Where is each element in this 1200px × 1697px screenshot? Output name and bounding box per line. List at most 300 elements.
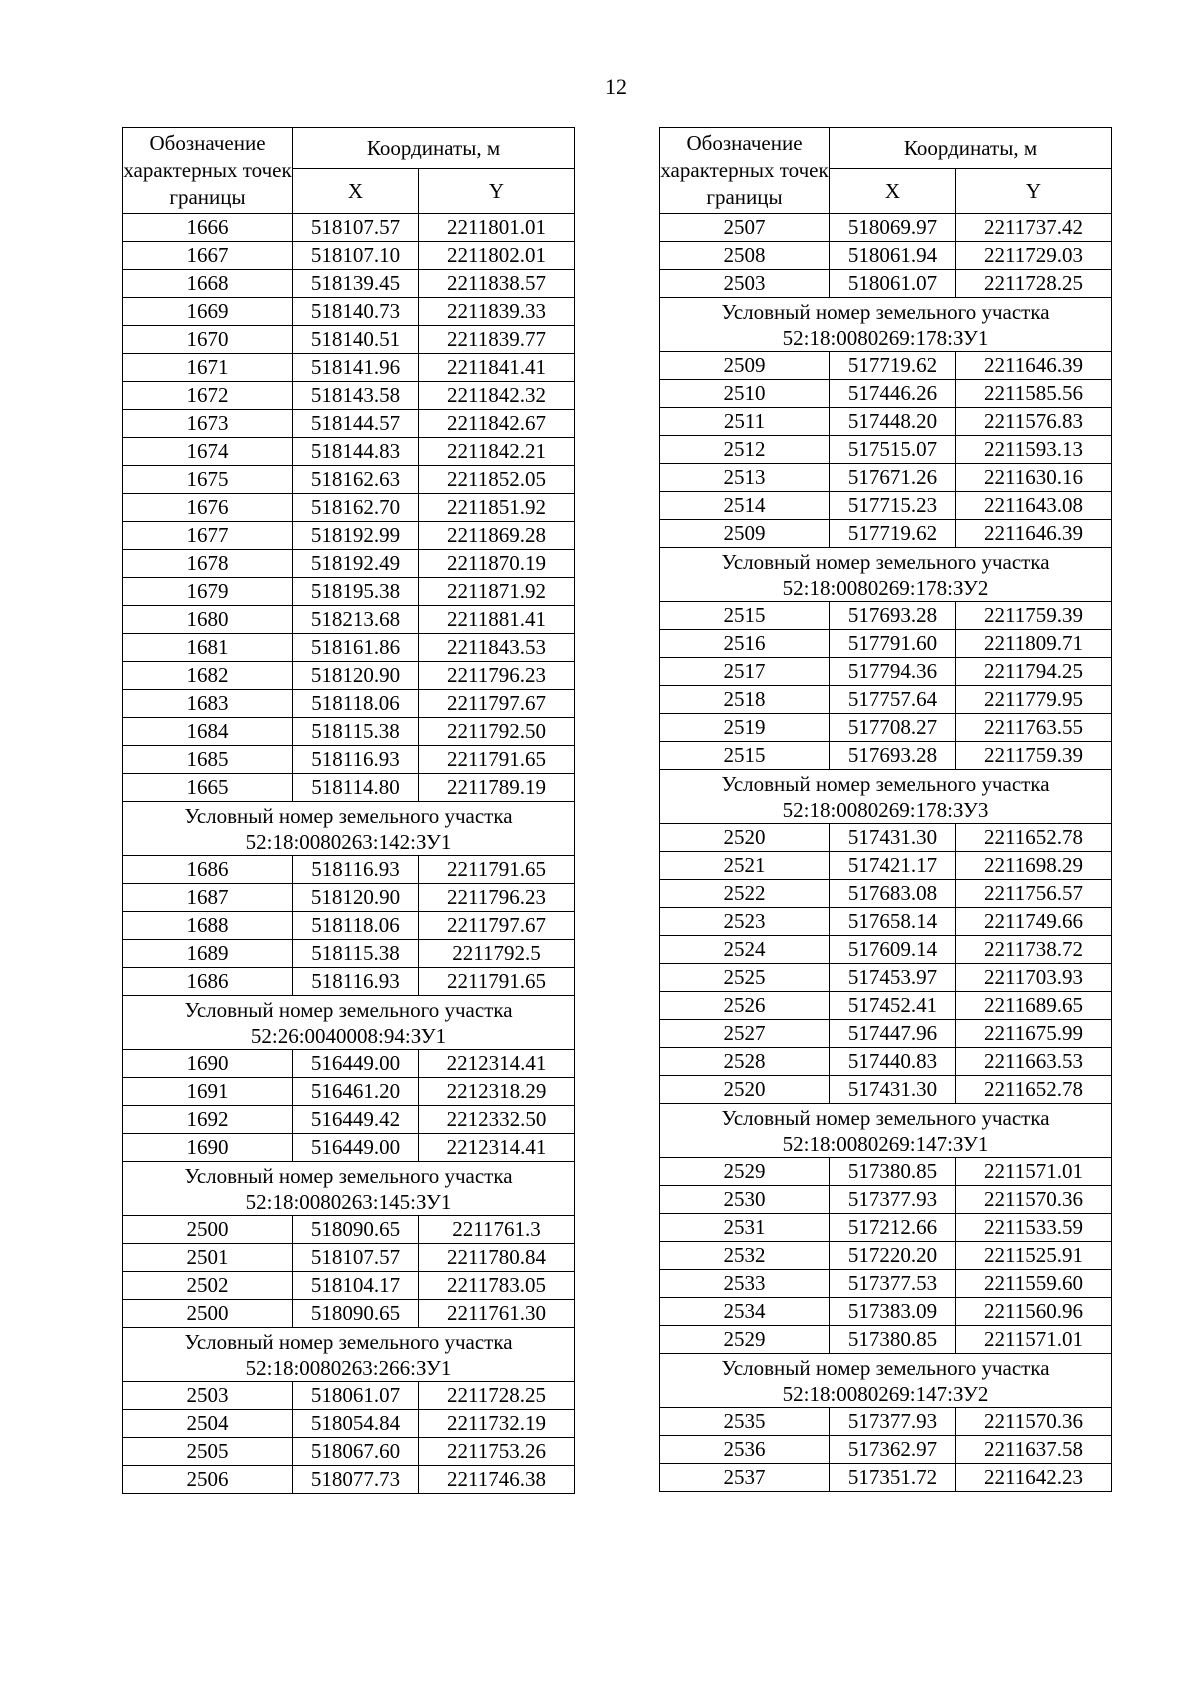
land-plot-number: 52:18:0080269:147:ЗУ1 <box>782 1131 989 1156</box>
land-plot-caption-title: Условный номер земельного участка <box>184 803 513 828</box>
table-row <box>660 992 1112 1020</box>
y-cell: 2211796.23 <box>419 662 575 690</box>
x-cell: 517351.72 <box>830 1464 956 1492</box>
table-row <box>660 1186 1112 1214</box>
table-row <box>123 270 575 298</box>
x-cell: 518067.60 <box>293 1438 419 1466</box>
x-cell: 517440.83 <box>830 1048 956 1076</box>
table-row <box>123 1078 575 1106</box>
y-cell: 2211842.21 <box>419 438 575 466</box>
point-cell: 2508 <box>660 242 830 270</box>
point-cell: 1676 <box>123 494 293 522</box>
land-plot-caption-title: Условный номер земельного участка <box>721 299 1050 324</box>
y-cell: 2211728.25 <box>419 1382 575 1410</box>
table-row <box>123 466 575 494</box>
x-cell: 518144.83 <box>293 438 419 466</box>
table-row <box>123 634 575 662</box>
point-cell: 1689 <box>123 940 293 968</box>
point-cell: 1687 <box>123 884 293 912</box>
x-cell: 517609.14 <box>830 936 956 964</box>
y-cell: 2211794.25 <box>956 658 1112 686</box>
y-cell: 2211802.01 <box>419 242 575 270</box>
x-cell: 517377.93 <box>830 1408 956 1436</box>
x-column-header: X <box>293 169 419 214</box>
y-cell: 2211732.19 <box>419 1410 575 1438</box>
table-row <box>660 964 1112 992</box>
y-cell: 2211703.93 <box>956 964 1112 992</box>
land-plot-caption-title: Условный номер земельного участка <box>721 1355 1050 1380</box>
land-plot-caption <box>660 298 1112 352</box>
x-cell: 517431.30 <box>830 1076 956 1104</box>
x-cell: 518143.58 <box>293 382 419 410</box>
y-cell: 2211801.01 <box>419 214 575 242</box>
land-plot-caption <box>123 1162 575 1216</box>
table-row <box>660 464 1112 492</box>
y-cell: 2211525.91 <box>956 1242 1112 1270</box>
land-plot-caption <box>660 770 1112 824</box>
table-row <box>660 1436 1112 1464</box>
y-cell: 2211576.83 <box>956 408 1112 436</box>
land-plot-number: 52:18:0080269:147:ЗУ2 <box>782 1381 989 1406</box>
x-cell: 518141.96 <box>293 354 419 382</box>
page-number: 12 <box>605 74 627 99</box>
y-cell: 2211791.65 <box>419 968 575 996</box>
x-cell: 518213.68 <box>293 606 419 634</box>
y-cell: 2211698.29 <box>956 852 1112 880</box>
table-row <box>660 352 1112 380</box>
table-row <box>660 1214 1112 1242</box>
table-row <box>660 1020 1112 1048</box>
point-cell: 2512 <box>660 436 830 464</box>
point-cell: 1677 <box>123 522 293 550</box>
y-cell: 2211652.78 <box>956 824 1112 852</box>
x-cell: 517380.85 <box>830 1326 956 1354</box>
table-row <box>123 856 575 884</box>
y-cell: 2211737.42 <box>956 214 1112 242</box>
table-row <box>123 326 575 354</box>
point-cell: 2519 <box>660 714 830 742</box>
table-row <box>660 630 1112 658</box>
point-cell: 2532 <box>660 1242 830 1270</box>
table-row <box>660 242 1112 270</box>
table-row <box>660 1158 1112 1186</box>
table-row <box>660 1464 1112 1492</box>
table-row <box>123 884 575 912</box>
x-cell: 517794.36 <box>830 658 956 686</box>
x-cell: 517693.28 <box>830 602 956 630</box>
table-row <box>123 940 575 968</box>
x-cell: 518054.84 <box>293 1410 419 1438</box>
y-cell: 2211533.59 <box>956 1214 1112 1242</box>
section-row <box>123 1328 575 1382</box>
x-cell: 518061.94 <box>830 242 956 270</box>
table-row <box>123 912 575 940</box>
y-cell: 2211759.39 <box>956 602 1112 630</box>
x-cell: 518107.57 <box>293 1244 419 1272</box>
table-row <box>123 1438 575 1466</box>
x-cell: 518140.73 <box>293 298 419 326</box>
x-cell: 518116.93 <box>293 968 419 996</box>
point-cell: 1674 <box>123 438 293 466</box>
x-cell: 517452.41 <box>830 992 956 1020</box>
x-cell: 517212.66 <box>830 1214 956 1242</box>
y-cell: 2211763.55 <box>956 714 1112 742</box>
x-cell: 518116.93 <box>293 856 419 884</box>
y-cell: 2211652.78 <box>956 1076 1112 1104</box>
point-cell: 2533 <box>660 1270 830 1298</box>
table-row <box>660 908 1112 936</box>
table-row <box>660 408 1112 436</box>
point-cell: 2504 <box>123 1410 293 1438</box>
table-row <box>123 578 575 606</box>
table-row <box>123 410 575 438</box>
y-cell: 2211663.53 <box>956 1048 1112 1076</box>
y-cell: 2211791.65 <box>419 746 575 774</box>
y-cell: 2211570.36 <box>956 1408 1112 1436</box>
x-cell: 517515.07 <box>830 436 956 464</box>
x-cell: 517791.60 <box>830 630 956 658</box>
land-plot-caption-title: Условный номер земельного участка <box>184 1163 513 1188</box>
point-cell: 1684 <box>123 718 293 746</box>
y-cell: 2211585.56 <box>956 380 1112 408</box>
table-row <box>123 382 575 410</box>
table-row <box>660 880 1112 908</box>
x-cell: 518161.86 <box>293 634 419 662</box>
point-cell: 1690 <box>123 1134 293 1162</box>
coordinates-table-right <box>659 127 1112 1492</box>
y-cell: 2211881.41 <box>419 606 575 634</box>
point-cell: 2529 <box>660 1326 830 1354</box>
x-cell: 518104.17 <box>293 1272 419 1300</box>
x-cell: 517447.96 <box>830 1020 956 1048</box>
land-plot-caption-title: Условный номер земельного участка <box>184 1329 513 1354</box>
point-cell: 1666 <box>123 214 293 242</box>
y-cell: 2211842.67 <box>419 410 575 438</box>
table-row <box>660 852 1112 880</box>
x-cell: 518195.38 <box>293 578 419 606</box>
point-cell: 1665 <box>123 774 293 802</box>
x-cell: 517220.20 <box>830 1242 956 1270</box>
point-cell: 1692 <box>123 1106 293 1134</box>
y-cell: 2211838.57 <box>419 270 575 298</box>
table-row <box>123 1244 575 1272</box>
coordinates-table-left <box>122 127 575 1494</box>
land-plot-number: 52:18:0080263:145:ЗУ1 <box>245 1189 452 1214</box>
table-row <box>123 968 575 996</box>
y-cell: 2211759.39 <box>956 742 1112 770</box>
y-cell: 2211593.13 <box>956 436 1112 464</box>
y-cell: 2211796.23 <box>419 884 575 912</box>
y-cell: 2211749.66 <box>956 908 1112 936</box>
table-row <box>123 214 575 242</box>
point-cell: 2515 <box>660 742 830 770</box>
y-cell: 2211841.41 <box>419 354 575 382</box>
point-cell: 2515 <box>660 602 830 630</box>
table-row <box>123 690 575 718</box>
point-cell: 2527 <box>660 1020 830 1048</box>
x-cell: 517431.30 <box>830 824 956 852</box>
x-cell: 518115.38 <box>293 718 419 746</box>
point-cell: 2529 <box>660 1158 830 1186</box>
x-cell: 518090.65 <box>293 1216 419 1244</box>
y-cell: 2211869.28 <box>419 522 575 550</box>
y-cell: 2211560.96 <box>956 1298 1112 1326</box>
point-cell: 2509 <box>660 352 830 380</box>
y-cell: 2211791.65 <box>419 856 575 884</box>
x-cell: 518115.38 <box>293 940 419 968</box>
x-cell: 517448.20 <box>830 408 956 436</box>
point-cell: 2507 <box>660 214 830 242</box>
table-row <box>660 686 1112 714</box>
point-cell: 2500 <box>123 1300 293 1328</box>
point-cell: 1668 <box>123 270 293 298</box>
point-cell: 1683 <box>123 690 293 718</box>
land-plot-caption <box>660 548 1112 602</box>
x-cell: 518114.80 <box>293 774 419 802</box>
table-row <box>123 494 575 522</box>
point-cell: 2528 <box>660 1048 830 1076</box>
x-cell: 518090.65 <box>293 1300 419 1328</box>
point-cell: 1681 <box>123 634 293 662</box>
point-cell: 2510 <box>660 380 830 408</box>
table-row <box>123 1272 575 1300</box>
point-cell: 2514 <box>660 492 830 520</box>
point-cell: 2516 <box>660 630 830 658</box>
land-plot-caption <box>660 1104 1112 1158</box>
land-plot-number: 52:26:0040008:94:ЗУ1 <box>250 1023 447 1048</box>
table-row <box>660 714 1112 742</box>
y-cell: 2211842.32 <box>419 382 575 410</box>
x-cell: 516449.42 <box>293 1106 419 1134</box>
x-cell: 517671.26 <box>830 464 956 492</box>
table-row <box>123 662 575 690</box>
x-cell: 518162.63 <box>293 466 419 494</box>
point-cell: 1686 <box>123 856 293 884</box>
point-cell: 2501 <box>123 1244 293 1272</box>
table-row <box>660 1298 1112 1326</box>
y-cell: 2211646.39 <box>956 520 1112 548</box>
table-row <box>123 1466 575 1494</box>
y-cell: 2211559.60 <box>956 1270 1112 1298</box>
table-row <box>123 438 575 466</box>
table-row <box>123 298 575 326</box>
point-cell: 2524 <box>660 936 830 964</box>
section-row <box>660 1354 1112 1408</box>
x-cell: 518162.70 <box>293 494 419 522</box>
x-cell: 517719.62 <box>830 520 956 548</box>
x-cell: 517683.08 <box>830 880 956 908</box>
x-cell: 517421.17 <box>830 852 956 880</box>
table-row <box>123 746 575 774</box>
point-cell: 2518 <box>660 686 830 714</box>
y-cell: 2211809.71 <box>956 630 1112 658</box>
x-cell: 518061.07 <box>830 270 956 298</box>
point-cell: 1675 <box>123 466 293 494</box>
land-plot-caption <box>660 1354 1112 1408</box>
x-cell: 518118.06 <box>293 690 419 718</box>
x-cell: 518116.93 <box>293 746 419 774</box>
y-cell: 2212332.50 <box>419 1106 575 1134</box>
point-cell: 2511 <box>660 408 830 436</box>
table-row <box>660 1048 1112 1076</box>
x-cell: 517380.85 <box>830 1158 956 1186</box>
y-cell: 2211753.26 <box>419 1438 575 1466</box>
x-cell: 518069.97 <box>830 214 956 242</box>
table-row <box>123 550 575 578</box>
land-plot-number: 52:18:0080269:178:ЗУ1 <box>782 325 989 350</box>
y-cell: 2211839.33 <box>419 298 575 326</box>
section-row <box>660 770 1112 824</box>
x-cell: 517757.64 <box>830 686 956 714</box>
point-cell: 1667 <box>123 242 293 270</box>
section-row <box>660 298 1112 352</box>
table-row <box>660 602 1112 630</box>
point-cell: 1682 <box>123 662 293 690</box>
table-row <box>660 824 1112 852</box>
point-cell: 1670 <box>123 326 293 354</box>
table-row <box>123 718 575 746</box>
y-cell: 2211797.67 <box>419 912 575 940</box>
table-row <box>123 1106 575 1134</box>
x-cell: 516449.00 <box>293 1134 419 1162</box>
x-cell: 518061.07 <box>293 1382 419 1410</box>
point-cell: 2520 <box>660 1076 830 1104</box>
y-cell: 2211630.16 <box>956 464 1112 492</box>
point-cell: 1671 <box>123 354 293 382</box>
x-cell: 517693.28 <box>830 742 956 770</box>
land-plot-caption-title: Условный номер земельного участка <box>721 771 1050 796</box>
y-cell: 2211571.01 <box>956 1326 1112 1354</box>
y-cell: 2211761.30 <box>419 1300 575 1328</box>
section-row <box>660 548 1112 602</box>
table-row <box>660 214 1112 242</box>
table-row <box>660 1408 1112 1436</box>
y-cell: 2211571.01 <box>956 1158 1112 1186</box>
land-plot-caption-title: Условный номер земельного участка <box>721 549 1050 574</box>
table-row <box>123 1382 575 1410</box>
x-cell: 517453.97 <box>830 964 956 992</box>
y-cell: 2211870.19 <box>419 550 575 578</box>
point-cell: 2517 <box>660 658 830 686</box>
y-cell: 2211852.05 <box>419 466 575 494</box>
land-plot-caption <box>123 1328 575 1382</box>
point-cell: 2534 <box>660 1298 830 1326</box>
land-plot-number: 52:18:0080269:178:ЗУ2 <box>782 575 989 600</box>
table-row <box>660 492 1112 520</box>
point-cell: 1685 <box>123 746 293 774</box>
point-cell: 2537 <box>660 1464 830 1492</box>
table-row <box>123 606 575 634</box>
point-cell: 1691 <box>123 1078 293 1106</box>
y-cell: 2211851.92 <box>419 494 575 522</box>
coordinates-header: Координаты, м <box>830 128 1112 169</box>
table-row <box>123 522 575 550</box>
land-plot-caption-title: Условный номер земельного участка <box>721 1105 1050 1130</box>
point-cell: 2521 <box>660 852 830 880</box>
section-row <box>123 996 575 1050</box>
land-plot-caption-title: Условный номер земельного участка <box>184 997 513 1022</box>
land-plot-number: 52:18:0080269:178:ЗУ3 <box>782 797 989 822</box>
point-cell: 2525 <box>660 964 830 992</box>
table-row <box>660 1076 1112 1104</box>
y-cell: 2211728.25 <box>956 270 1112 298</box>
x-cell: 518139.45 <box>293 270 419 298</box>
land-plot-number: 52:18:0080263:266:ЗУ1 <box>245 1355 452 1380</box>
point-cell: 1678 <box>123 550 293 578</box>
x-column-header: X <box>830 169 956 214</box>
point-cell: 2509 <box>660 520 830 548</box>
table-row <box>660 1270 1112 1298</box>
y-cell: 2211689.65 <box>956 992 1112 1020</box>
point-cell: 2500 <box>123 1216 293 1244</box>
point-cell: 1690 <box>123 1050 293 1078</box>
point-cell: 1672 <box>123 382 293 410</box>
y-cell: 2211729.03 <box>956 242 1112 270</box>
y-column-header: Y <box>956 169 1112 214</box>
points-column-header: Обозначение характерных точек границы <box>123 128 293 214</box>
x-cell: 517362.97 <box>830 1436 956 1464</box>
y-cell: 2211643.08 <box>956 492 1112 520</box>
x-cell: 517377.53 <box>830 1270 956 1298</box>
y-cell: 2211789.19 <box>419 774 575 802</box>
y-cell: 2211746.38 <box>419 1466 575 1494</box>
point-cell: 2502 <box>123 1272 293 1300</box>
x-cell: 518144.57 <box>293 410 419 438</box>
point-cell: 2535 <box>660 1408 830 1436</box>
x-cell: 517377.93 <box>830 1186 956 1214</box>
y-column-header: Y <box>419 169 575 214</box>
y-cell: 2211839.77 <box>419 326 575 354</box>
point-cell: 1688 <box>123 912 293 940</box>
y-cell: 2212314.41 <box>419 1134 575 1162</box>
table-row <box>660 742 1112 770</box>
x-cell: 517383.09 <box>830 1298 956 1326</box>
point-cell: 1669 <box>123 298 293 326</box>
points-column-header: Обозначение характерных точек границы <box>660 128 830 214</box>
x-cell: 518107.57 <box>293 214 419 242</box>
x-cell: 517708.27 <box>830 714 956 742</box>
section-row <box>123 802 575 856</box>
y-cell: 2211642.23 <box>956 1464 1112 1492</box>
point-cell: 2513 <box>660 464 830 492</box>
x-cell: 517719.62 <box>830 352 956 380</box>
point-cell: 2536 <box>660 1436 830 1464</box>
y-cell: 2211792.50 <box>419 718 575 746</box>
x-cell: 517715.23 <box>830 492 956 520</box>
point-cell: 2503 <box>660 270 830 298</box>
x-cell: 518120.90 <box>293 662 419 690</box>
y-cell: 2211792.5 <box>419 940 575 968</box>
table-row <box>660 520 1112 548</box>
table-row <box>660 936 1112 964</box>
table-row <box>123 242 575 270</box>
y-cell: 2212318.29 <box>419 1078 575 1106</box>
point-cell: 2530 <box>660 1186 830 1214</box>
table-row <box>123 1300 575 1328</box>
x-cell: 518140.51 <box>293 326 419 354</box>
table-row <box>660 380 1112 408</box>
x-cell: 518192.49 <box>293 550 419 578</box>
y-cell: 2211570.36 <box>956 1186 1112 1214</box>
point-cell: 1673 <box>123 410 293 438</box>
table-row <box>123 1216 575 1244</box>
table-row <box>123 354 575 382</box>
x-cell: 518107.10 <box>293 242 419 270</box>
y-cell: 2211783.05 <box>419 1272 575 1300</box>
point-cell: 1680 <box>123 606 293 634</box>
y-cell: 2211797.67 <box>419 690 575 718</box>
x-cell: 517446.26 <box>830 380 956 408</box>
